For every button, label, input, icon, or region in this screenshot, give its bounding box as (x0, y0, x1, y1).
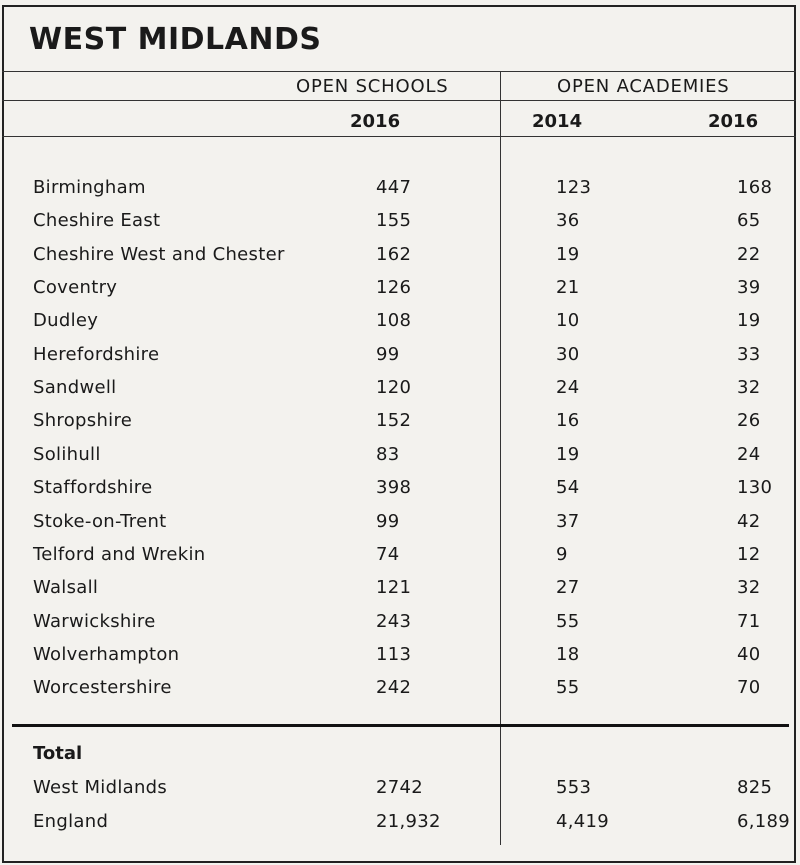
cell-open-schools-2016: 398 (376, 477, 412, 499)
cell-open-academies-2014: 24 (556, 377, 580, 399)
cell-open-academies-2014: 123 (556, 177, 592, 198)
cell-local-authority: Warwickshire (33, 610, 156, 632)
cell-open-academies-2016: 168 (737, 177, 773, 198)
cell-open-schools-2016: 120 (376, 377, 412, 399)
header-open-schools: OPEN SCHOOLS (296, 76, 449, 97)
cell-open-academies-2014: 21 (556, 277, 580, 299)
cell-open-academies-2016: 33 (737, 343, 761, 365)
cell-local-authority: Solihull (33, 443, 101, 465)
cell-open-academies-2014: 36 (556, 210, 580, 232)
total-divider (12, 724, 789, 727)
header-year-academies-2014: 2014 (532, 111, 583, 132)
cell-open-schools-2016: 99 (376, 510, 400, 532)
column-divider (500, 72, 501, 724)
cell-open-academies-2014: 55 (556, 610, 580, 632)
cell-open-schools-2016: 155 (376, 210, 412, 232)
cell-open-academies-2014: 10 (556, 310, 580, 332)
cell-open-schools-2016: 242 (376, 677, 412, 699)
header-open-academies: OPEN ACADEMIES (557, 76, 730, 97)
cell-open-academies-2016: 32 (737, 577, 761, 599)
cell-open-academies-2014: 37 (556, 510, 580, 532)
cell-open-academies-2016: 12 (737, 543, 761, 565)
divider (2, 136, 796, 137)
cell-local-authority: Worcestershire (33, 677, 172, 699)
cell-open-schools-2016: 99 (376, 343, 400, 365)
cell-open-academies-2016: 24 (737, 443, 761, 465)
cell-open-academies-2016: 19 (737, 310, 761, 332)
cell-open-academies-2014: 19 (556, 443, 580, 465)
cell-open-schools-2016: 2742 (376, 777, 424, 798)
cell-open-academies-2016: 6,189 (737, 811, 791, 832)
table-frame (2, 5, 796, 863)
cell-open-schools-2016: 74 (376, 543, 400, 565)
cell-local-authority: West Midlands (33, 777, 168, 798)
column-divider (500, 727, 501, 845)
cell-open-academies-2014: 18 (556, 643, 580, 665)
cell-open-academies-2014: 30 (556, 343, 580, 365)
cell-local-authority: Wolverhampton (33, 643, 180, 665)
cell-open-schools-2016: 21,932 (376, 811, 441, 832)
page-title: WEST MIDLANDS (29, 22, 322, 57)
cell-open-academies-2016: 32 (737, 377, 761, 399)
cell-open-academies-2014: 16 (556, 410, 580, 432)
cell-open-schools-2016: 447 (376, 177, 412, 198)
cell-open-academies-2014: 553 (556, 777, 592, 798)
cell-open-academies-2014: 4,419 (556, 811, 610, 832)
cell-local-authority: Coventry (33, 277, 118, 299)
cell-open-academies-2014: 27 (556, 577, 580, 599)
cell-local-authority: Walsall (33, 577, 99, 599)
cell-open-academies-2014: 55 (556, 677, 580, 699)
cell-open-academies-2016: 22 (737, 243, 761, 265)
cell-open-academies-2016: 71 (737, 610, 761, 632)
cell-local-authority: Herefordshire (33, 343, 160, 365)
cell-open-schools-2016: 162 (376, 243, 412, 265)
cell-local-authority: Dudley (33, 310, 99, 332)
cell-local-authority: Stoke-on-Trent (33, 510, 167, 532)
cell-local-authority: Telford and Wrekin (33, 543, 206, 565)
header-year-schools-2016: 2016 (350, 111, 401, 132)
cell-open-schools-2016: 113 (376, 643, 412, 665)
cell-open-academies-2016: 39 (737, 277, 761, 299)
cell-local-authority: Staffordshire (33, 477, 153, 499)
cell-open-academies-2014: 9 (556, 543, 568, 565)
cell-open-academies-2014: 54 (556, 477, 580, 499)
cell-local-authority: England (33, 811, 109, 832)
header-year-academies-2016: 2016 (708, 111, 759, 132)
cell-open-academies-2016: 130 (737, 477, 773, 499)
cell-open-academies-2016: 26 (737, 410, 761, 432)
cell-local-authority: Shropshire (33, 410, 133, 432)
cell-local-authority: Birmingham (33, 177, 146, 198)
cell-local-authority: Sandwell (33, 377, 117, 399)
cell-open-schools-2016: 243 (376, 610, 412, 632)
cell-open-academies-2016: 42 (737, 510, 761, 532)
cell-local-authority: Cheshire East (33, 210, 161, 232)
total-label: Total (33, 743, 83, 764)
cell-open-schools-2016: 83 (376, 443, 400, 465)
cell-open-schools-2016: 108 (376, 310, 412, 332)
cell-open-academies-2016: 40 (737, 643, 761, 665)
divider (2, 71, 796, 72)
cell-open-schools-2016: 152 (376, 410, 412, 432)
cell-open-schools-2016: 121 (376, 577, 412, 599)
cell-open-academies-2016: 70 (737, 677, 761, 699)
cell-open-academies-2016: 65 (737, 210, 761, 232)
cell-local-authority: Cheshire West and Chester (33, 243, 285, 265)
cell-open-academies-2016: 825 (737, 777, 773, 798)
cell-open-schools-2016: 126 (376, 277, 412, 299)
divider (2, 100, 796, 101)
cell-open-academies-2014: 19 (556, 243, 580, 265)
